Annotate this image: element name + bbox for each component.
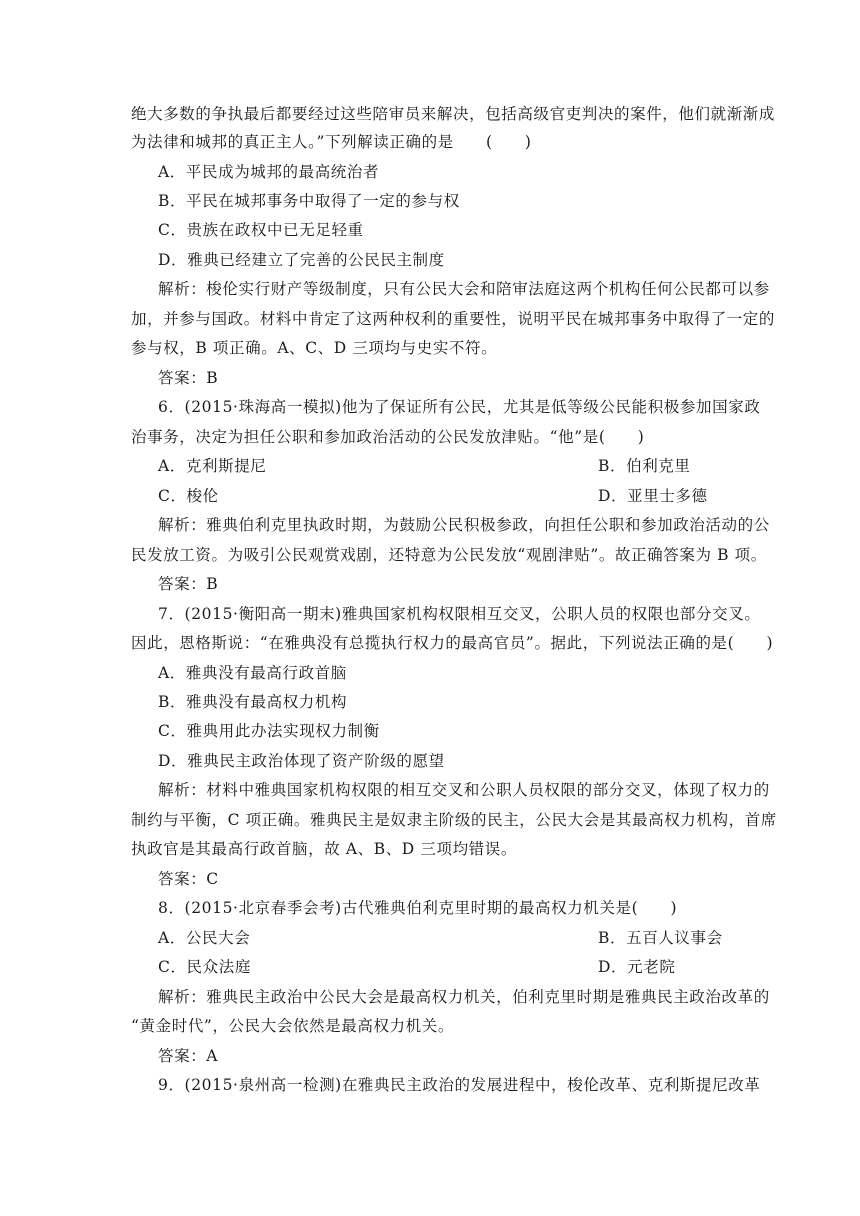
explanation-text: 加，并参与国政。材料中肯定了这两种权利的重要性，说明平民在城邦事务中取得了一定的 xyxy=(131,310,776,328)
explanation-text: 民发放工资。为吸引公民观赏戏剧，还特意为公民发放“观剧津贴”。故正确答案为 B 项。 xyxy=(131,546,767,564)
explanation-text: 制约与平衡，C 项正确。雅典民主是奴隶主阶级的民主，公民大会是其最高权力机构，首席 xyxy=(131,811,777,829)
question-text: 因此，恩格斯说：“在雅典没有总揽执行权力的最高官员”。据此，下列说法正确的是( ) xyxy=(131,634,774,652)
option-b: B．平民在城邦事务中取得了一定的参与权 xyxy=(158,192,460,210)
option-a: A．公民大会 xyxy=(158,929,251,947)
question-text: 7．(2015·衡阳高一期末)雅典国家机构权限相互交叉，公职人员的权限也部分交叉。 xyxy=(158,605,761,623)
question-text: 8．(2015·北京春季会考)古代雅典伯利克里时期的最高权力机关是( ) xyxy=(158,899,678,917)
question-text: 绝大多数的争执最后都要经过这些陪审员来解决，包括高级官吏判决的案件，他们就渐渐成 xyxy=(131,105,776,123)
option-row xyxy=(158,956,740,978)
answer-text: 答案：B xyxy=(158,575,219,593)
explanation-text: 执政官是其最高行政首脑，故 A、B、D 三项均错误。 xyxy=(131,840,517,858)
explanation-text: 解析：材料中雅典国家机构权限的相互交叉和公职人员权限的部分交叉，体现了权力的 xyxy=(158,781,770,799)
option-b: B．五百人议事会 xyxy=(598,929,723,947)
option-row xyxy=(158,927,740,949)
question-text: 6．(2015·珠海高一模拟)他为了保证所有公民，尤其是低等级公民能积极参加国家政 xyxy=(158,398,761,416)
option-b: B．伯利克里 xyxy=(598,457,691,475)
option-c: C．贵族在政权中已无足轻重 xyxy=(158,221,364,239)
option-d: D．雅典已经建立了完善的公民民主制度 xyxy=(158,251,445,269)
answer-text: 答案：B xyxy=(158,369,219,387)
option-a: A．雅典没有最高行政首脑 xyxy=(158,664,347,682)
option-b: B．雅典没有最高权力机构 xyxy=(158,693,348,711)
explanation-text: 解析：雅典民主政治中公民大会是最高权力机关，伯利克里时期是雅典民主政治改革的 xyxy=(158,988,770,1006)
explanation-text: “黄金时代”，公民大会依然是最高权力机关。 xyxy=(131,1017,454,1035)
option-row xyxy=(158,485,740,507)
option-c: C．雅典用此办法实现权力制衡 xyxy=(158,722,380,740)
option-c: C．梭伦 xyxy=(158,487,219,505)
answer-text: 答案：C xyxy=(158,870,219,888)
option-c: C．民众法庭 xyxy=(158,958,251,976)
option-d: D．亚里士多德 xyxy=(598,487,708,505)
option-a: A．克利斯提尼 xyxy=(158,457,267,475)
option-d: D．雅典民主政治体现了资产阶级的愿望 xyxy=(158,752,445,770)
answer-text: 答案：A xyxy=(158,1047,219,1065)
explanation-text: 参与权，B 项正确。A、C、D 三项均与史实不符。 xyxy=(131,339,498,357)
explanation-text: 解析：梭伦实行财产等级制度，只有公民大会和陪审法庭这两个机构任何公民都可以参 xyxy=(158,280,770,298)
option-row xyxy=(158,455,740,477)
option-d: D．元老院 xyxy=(598,958,676,976)
option-a: A．平民成为城邦的最高统治者 xyxy=(158,163,380,181)
question-text: 为法律和城邦的真正主人。”下列解读正确的是 ( ) xyxy=(131,133,532,151)
question-text: 治事务，决定为担任公职和参加政治活动的公民发放津贴。“他”是( ) xyxy=(131,428,645,446)
question-text: 9．(2015·泉州高一检测)在雅典民主政治的发展进程中，梭伦改革、克利斯提尼改革 xyxy=(158,1076,761,1094)
explanation-text: 解析：雅典伯利克里执政时期，为鼓励公民积极参政，向担任公职和参加政治活动的公 xyxy=(158,516,770,534)
